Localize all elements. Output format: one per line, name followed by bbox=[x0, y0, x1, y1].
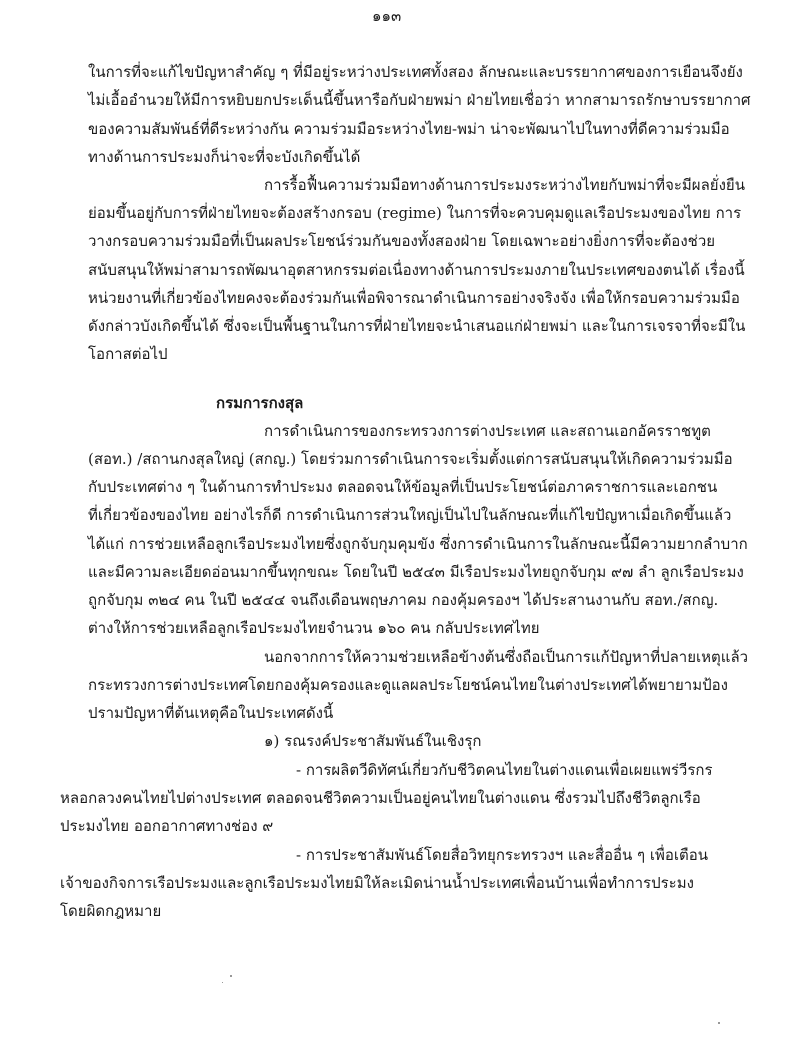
paragraph-line: ดังกล่าวบังเกิดขึ้นได้ ซึ่งจะเป็นพื้นฐานในการที่ฝ่ายไทยจะนำเสนอแก่ฝ่ายพม่า และในการเจรจาที่จะมีใน bbox=[88, 317, 746, 335]
list-item-label: ๑) รณรงค์ประชาสัมพันธ์ในเชิงรุก bbox=[264, 732, 482, 750]
paragraph-line: ปรามปัญหาที่ต้นเหตุคือในประเทศดังนี้ bbox=[88, 704, 334, 722]
page-number: ๑๑๓ bbox=[372, 7, 402, 25]
bullet-line: ประมงไทย ออกอากาศทางช่อง ๙ bbox=[60, 817, 274, 835]
paragraph-line: นอกจากการให้ความช่วยเหลือข้างต้นซึ่งถือเป็นการแก้ปัญหาที่ปลายเหตุแล้ว bbox=[264, 648, 749, 666]
paragraph-line: ต่างให้การช่วยเหลือลูกเรือประมงไทยจำนวน ๑๖๐ คน กลับประเทศไทย bbox=[88, 619, 540, 637]
paragraph-line: ของความสัมพันธ์ที่ดีระหว่างกัน ความร่วมมือระหว่างไทย-พม่า น่าจะพัฒนาไปในทางที่ดีความร่วมมือ bbox=[88, 120, 730, 138]
paragraph-line: การรื้อฟื้นความร่วมมือทางด้านการประมงระหว่างไทยกับพม่าที่จะมีผลยั่งยืน bbox=[264, 176, 745, 194]
paragraph-line: และมีความละเอียดอ่อนมากขึ้นทุกขณะ โดยในปี ๒๕๔๓ มีเรือประมงไทยถูกจับกุม ๙๗ ลำ ลูกเรือประมง bbox=[88, 563, 744, 581]
scan-speck bbox=[718, 1022, 720, 1024]
section-heading: กรมการกงสุล bbox=[216, 394, 304, 412]
paragraph-line: ย่อมขึ้นอยู่กับการที่ฝ่ายไทยจะต้องสร้างกรอบ (regime) ในการที่จะควบคุมดูแลเรือประมงของไทย การ bbox=[88, 204, 742, 222]
paragraph-line: ทางด้านการประมงก็น่าจะที่จะบังเกิดขึ้นได้ bbox=[88, 148, 361, 166]
paragraph-line: ไม่เอื้ออำนวยให้มีการหยิบยกประเด็นนี้ขึ้นหารือกับฝ่ายพม่า ฝ่ายไทยเชื่อว่า หากสามารถรักษาบรรยากาศ bbox=[88, 91, 751, 109]
paragraph-line: กับประเทศต่าง ๆ ในด้านการทำประมง ตลอดจนให้ข้อมูลที่เป็นประโยชน์ต่อภาคราชการและเอกชน bbox=[88, 478, 718, 496]
paragraph-line: กระทรวงการต่างประเทศโดยกองคุ้มครองและดูแลผลประโยชน์คนไทยในต่างประเทศได้พยายามป้อง bbox=[88, 676, 728, 694]
paragraph-line: หน่วยงานที่เกี่ยวข้องไทยคงจะต้องร่วมกันเพื่อพิจารณาดำเนินการอย่างจริงจัง เพื่อให้กรอบความร่วมมือ bbox=[88, 289, 740, 307]
paragraph-line: ได้แก่ การช่วยเหลือลูกเรือประมงไทยซึ่งถูกจับกุมคุมขัง ซึ่งการดำเนินการในลักษณะนี้มีความยากลำบาก bbox=[88, 535, 748, 553]
paragraph-line: ถูกจับกุม ๓๒๔ คน ในปี ๒๕๔๔ จนถึงเดือนพฤษภาคม กองคุ้มครองฯ ได้ประสานงานกับ สอท./สกญ. bbox=[88, 591, 719, 609]
bullet-line: - การผลิตวีดิทัศน์เกี่ยวกับชีวิตคนไทยในต่างแดนเพื่อเผยแพร่วีรกร bbox=[296, 761, 713, 779]
paragraph-line: ที่เกี่ยวข้องของไทย อย่างไรก็ดี การดำเนินการส่วนใหญ่เป็นไปในลักษณะที่แก้ไขปัญหาเมื่อเกิดขึ้นแล้ว bbox=[88, 506, 732, 524]
bullet-line: โดยผิดกฎหมาย bbox=[60, 902, 162, 920]
paragraph-line: (สอท.) /สถานกงสุลใหญ่ (สกญ.) โดยร่วมการดำเนินการจะเริ่มตั้งแต่การสนับสนุนให้เกิดความร่วมมือ bbox=[88, 450, 733, 468]
paragraph-line: สนับสนุนให้พม่าสามารถพัฒนาอุตสาหกรรมต่อเนื่องทางด้านการประมงภายในประเทศของตนได้ เรื่องนี้ bbox=[88, 261, 745, 279]
scan-speck bbox=[222, 982, 223, 983]
paragraph-line: ในการที่จะแก้ไขปัญหาสำคัญ ๆ ที่มีอยู่ระหว่างประเทศทั้งสอง ลักษณะและบรรยากาศของการเยือนจึงยัง bbox=[88, 63, 743, 81]
paragraph-line: การดำเนินการของกระทรวงการต่างประเทศ และสถานเอกอัครราชทูต bbox=[264, 422, 711, 440]
bullet-line: หลอกลวงคนไทยไปต่างประเทศ ตลอดจนชีวิตความเป็นอยู่คนไทยในต่างแดน ซึ่งรวมไปถึงชีวิตลูกเรือ bbox=[60, 789, 701, 807]
bullet-line: - การประชาสัมพันธ์โดยสื่อวิทยุกระทรวงฯ และสื่ออื่น ๆ เพื่อเตือน bbox=[296, 846, 708, 864]
paragraph-line: วางกรอบความร่วมมือที่เป็นผลประโยชน์ร่วมกันของทั้งสองฝ่าย โดยเฉพาะอย่างยิ่งการที่จะต้องช่วย bbox=[88, 232, 716, 250]
paragraph-line: โอกาสต่อไป bbox=[88, 345, 168, 363]
scan-speck bbox=[230, 975, 232, 977]
bullet-line: เจ้าของกิจการเรือประมงและลูกเรือประมงไทยมิให้ละเมิดน่านน้ำประเทศเพื่อนบ้านเพื่อทำการประมง bbox=[60, 874, 694, 892]
